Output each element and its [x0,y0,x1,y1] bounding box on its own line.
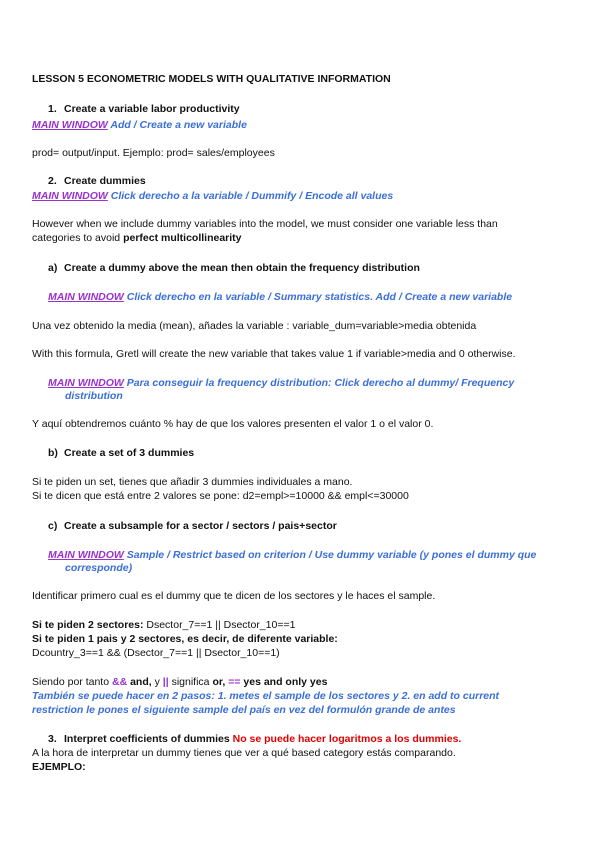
section-3-text: A la hora de interpretar un dummy tienes que ver a qué based category estás comparando. [32,747,456,759]
section-c-title: Create a subsample for a sector / sectors / pais+sector [64,520,337,532]
lesson-title: LESSON 5 ECONOMETRIC MODELS WITH QUALITATIVE INFORMATION [32,73,391,85]
section-1-heading [48,103,240,116]
main-window-link[interactable]: MAIN WINDOW [48,291,124,303]
section-a-text-2: With this formula, Gretl will create the new variable that takes value 1 if variable>media and 0 otherwise. [32,348,516,360]
main-window-link[interactable]: MAIN WINDOW [48,549,124,561]
section-c-country-sectors-formula: Dcountry_3==1 && (Dsector_7==1 || Dsector_10==1) [32,647,280,659]
section-1-menu-path: Add / Create a new variable [107,119,247,131]
section-c-path [48,549,536,562]
section-2-text-1: However when we include dummy variables into the model, we must consider one variable less than [32,218,498,230]
main-window-link[interactable]: MAIN WINDOW [32,119,108,131]
or-word: or, [212,676,226,688]
tambien-line-1: También se puede hacer en 2 pasos: 1. metes el sample de los sectores y 2. en add to current [32,690,500,702]
section-a-menu-path-2: Para conseguir la frequency distribution: Click derecho al dummy/ Frequency [123,377,515,389]
section-b-text-1: Si te piden un set, tienes que añadir 3 dummies individuales a mano. [32,476,353,488]
section-3-title: Interpret coefficients of dummies [64,733,230,745]
section-a-text-1: Una vez obtenido la media (mean), añades la variable : variable_dum=variable>media obtenida [32,320,477,332]
tambien-line-2: restriction le pones el siguiente sample del país en vez del formulón grande de antes [32,704,456,716]
section-2-menu-path: Click derecho a la variable / Dummify / Encode all values [107,190,394,202]
section-a-letter: a) [48,262,58,274]
section-1-text: prod= output/input. Ejemplo: prod= sales/employees [32,147,275,159]
or-symbol: || [162,676,169,688]
section-a-text-3: Y aquí obtendremos cuánto % hay de que los valores presenten el valor 1 o el valor 0. [32,418,434,430]
perfect-multicollinearity: perfect multicollinearity [123,232,242,244]
section-a-title: Create a dummy above the mean then obtain the frequency distribution [64,262,420,274]
and-word: and, [127,676,152,688]
operators-signifies: significa [168,676,213,688]
section-2-number: 2. [48,175,57,187]
and-symbol: && [111,676,128,688]
section-a-menu-path-2-cont: distribution [65,390,123,402]
yes-text: yes and only yes [240,676,328,688]
section-b-title: Create a set of 3 dummies [64,447,195,459]
section-1-path [32,119,247,132]
section-c-two-sectors [32,619,295,632]
section-c-menu-path-cont: corresponde) [65,562,133,574]
operators-line [32,676,327,689]
section-2-text-2a: categories to avoid [32,232,124,244]
section-b-text-2: Si te dicen que está entre 2 valores se pone: d2=empl>=10000 && empl<=30000 [32,490,409,502]
section-3-number: 3. [48,733,57,745]
section-a-path [48,291,512,304]
section-1-number: 1. [48,103,57,115]
section-2-title: Create dummies [64,175,146,187]
section-a-heading [48,262,420,275]
two-sectors-label: Si te piden 2 sectores: [32,619,144,631]
section-c-menu-path: Sample / Restrict based on criterion / Use dummy variable (y pones el dummy que [123,549,537,561]
two-sectors-formula: Dsector_7==1 || Dsector_10==1 [143,619,296,631]
section-a-path-2 [48,377,514,390]
section-2-text-2 [32,232,242,245]
main-window-link[interactable]: MAIN WINDOW [32,190,108,202]
eq-symbol: == [225,676,241,688]
section-c-country-sectors-label: Si te piden 1 pais y 2 sectores, es decir, de diferente variable: [32,633,338,645]
operators-intro: Siendo por tanto [32,676,112,688]
section-a-menu-path: Click derecho en la variable / Summary statistics. Add / Create a new variable [123,291,513,303]
section-b-heading [48,447,194,460]
section-1-title: Create a variable labor productivity [64,103,240,115]
section-3-heading [48,733,461,746]
section-b-letter: b) [48,447,58,459]
section-c-heading [48,520,337,533]
operators-y: y [151,676,163,688]
ejemplo-label: EJEMPLO: [32,761,86,773]
section-c-letter: c) [48,520,58,532]
section-3-warning: No se puede hacer logaritmos a los dummies. [229,733,462,745]
section-2-path [32,190,393,203]
section-2-heading [48,175,146,188]
main-window-link[interactable]: MAIN WINDOW [48,377,124,389]
section-c-text-1: Identificar primero cual es el dummy que te dicen de los sectores y le haces el sample. [32,590,436,602]
